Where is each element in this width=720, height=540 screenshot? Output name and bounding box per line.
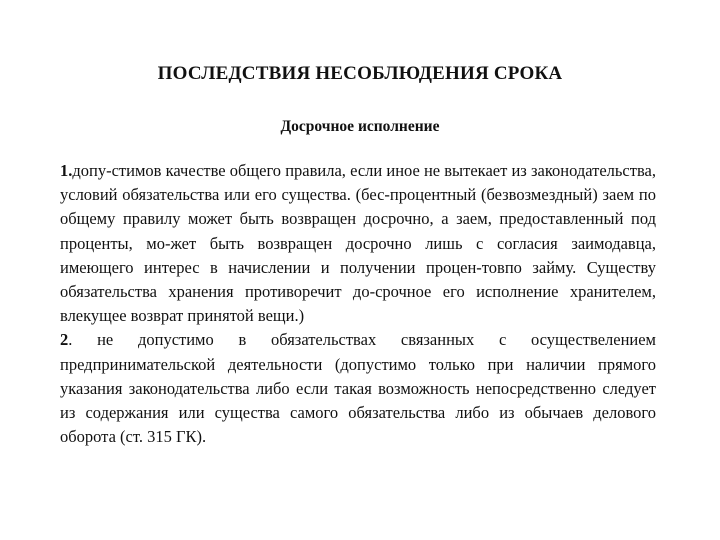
paragraph-2-text: . не допустимо в обязательствах связанных с осуществелением предпринимательской деятельности (допустимо только при наличии прямого указания законодательства либо если такая возможность непосредственно следует из содержания или существа самого обязательства либо из обычаев делового оборота (ст. 315 ГК).: [60, 330, 656, 447]
body-text: [60, 159, 656, 449]
paragraph-1-text: допу-стимов качестве общего правила, если иное не вытекает из законодательства, условий обязательства или его существа. (бес-процентный (безвозмездный) заем по общему правилу может быть возвращен досрочно, а заем, предоставленный под проценты, мо-жет быть возвращен досрочно лишь с согласия заимодавца, имеющего интерес в начислении и получении процен-товпо займу. Существу обязательства хранения противоречит до-срочное его исполнение хранителем, влекущее возврат принятой вещи.): [60, 161, 656, 326]
paragraph-1: [60, 159, 656, 328]
paragraph-2-number: 2: [60, 330, 69, 350]
paragraph-2: [60, 328, 656, 449]
slide-title: ПОСЛЕДСТВИЯ НЕСОБЛЮДЕНИЯ СРОКА: [157, 63, 563, 84]
paragraph-1-number: 1.: [60, 161, 73, 180]
slide-subtitle: Досрочное исполнение: [280, 118, 440, 135]
